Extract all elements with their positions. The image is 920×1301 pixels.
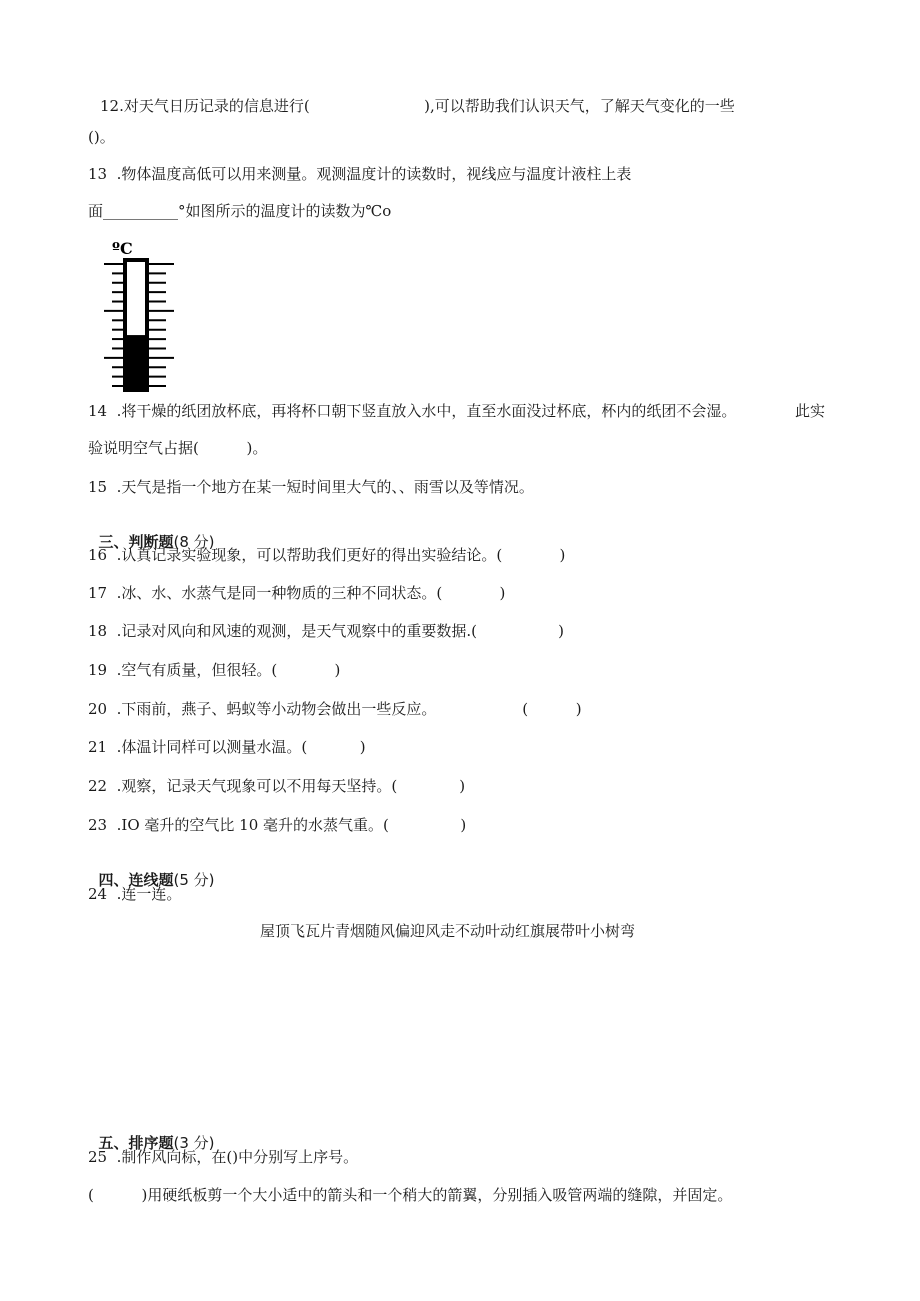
q14-line-1: 14 .将干燥的纸团放杯底，再将杯口朝下竖直放入水中，直至水面没过杯底，杯内的纸团不会湿。 [88,402,737,420]
section-5-score: (3 分) [173,1134,215,1152]
thermometer-figure [100,238,180,394]
thermometer-unit-label: ºC [112,239,133,258]
question-15: 15 .天气是指一个地方在某一短时间里大气的、、雨雪以及等情况。 [88,478,534,496]
section-5-title: 五、排序题 [98,1134,174,1152]
question-22: 22 .观察，记录天气现象可以不用每天坚持。( ) [88,777,466,795]
section-3-title: 三、判断题 [98,533,174,551]
section-4-score: (5 分) [173,871,215,889]
question-23: 23 .IO 毫升的空气比 10 毫升的水蒸气重。( ) [88,816,467,834]
q12-line-2: ()。 [88,128,115,146]
question-24-text: 屋顶飞瓦片青烟随风偏迎风走不动叶动红旗展带叶小树弯 [260,922,636,940]
question-20: 20 .下雨前，燕子、蚂蚁等小动物会做出一些反应。 ( ) [88,700,582,718]
q14-line-2: 验说明空气占据( )。 [88,439,268,457]
question-17: 17 .冰、水、水蒸气是同一种物质的三种不同状态。( ) [88,584,506,602]
question-18: 18 .记录对风向和风速的观测，是天气观察中的重要数据.( ) [88,622,564,640]
q14-line-1-tail: 此实 [795,402,826,420]
thermometer-liquid [127,335,145,388]
question-25-step-1: ( )用硬纸板剪一个大小适中的箭头和一个稍大的箭翼，分别插入吸管两端的缝隙，并固定。 [88,1186,733,1204]
section-4-title: 四、连线题 [98,871,174,889]
section-3-score: (8 分) [173,533,215,551]
q13-line-2: 面__________°如图所示的温度计的读数为℃o [88,202,392,220]
question-19: 19 .空气有质量，但很轻。( ) [88,661,341,679]
q12-line-1: 12.对天气日历记录的信息进行( ),可以帮助我们认识天气，了解天气变化的一些 [100,97,735,115]
question-25-label: 25 .制作风向标，在()中分别写上序号。 [88,1148,359,1166]
question-21: 21 .体温计同样可以测量水温。( ) [88,738,366,756]
question-24-label: 24 .连一连。 [88,885,182,903]
q13-line-1: 13 .物体温度高低可以用来测量。观测温度计的读数时，视线应与温度计液柱上表 [88,165,632,183]
question-16: 16 .认真记录实验现象，可以帮助我们更好的得出实验结论。( ) [88,546,566,564]
